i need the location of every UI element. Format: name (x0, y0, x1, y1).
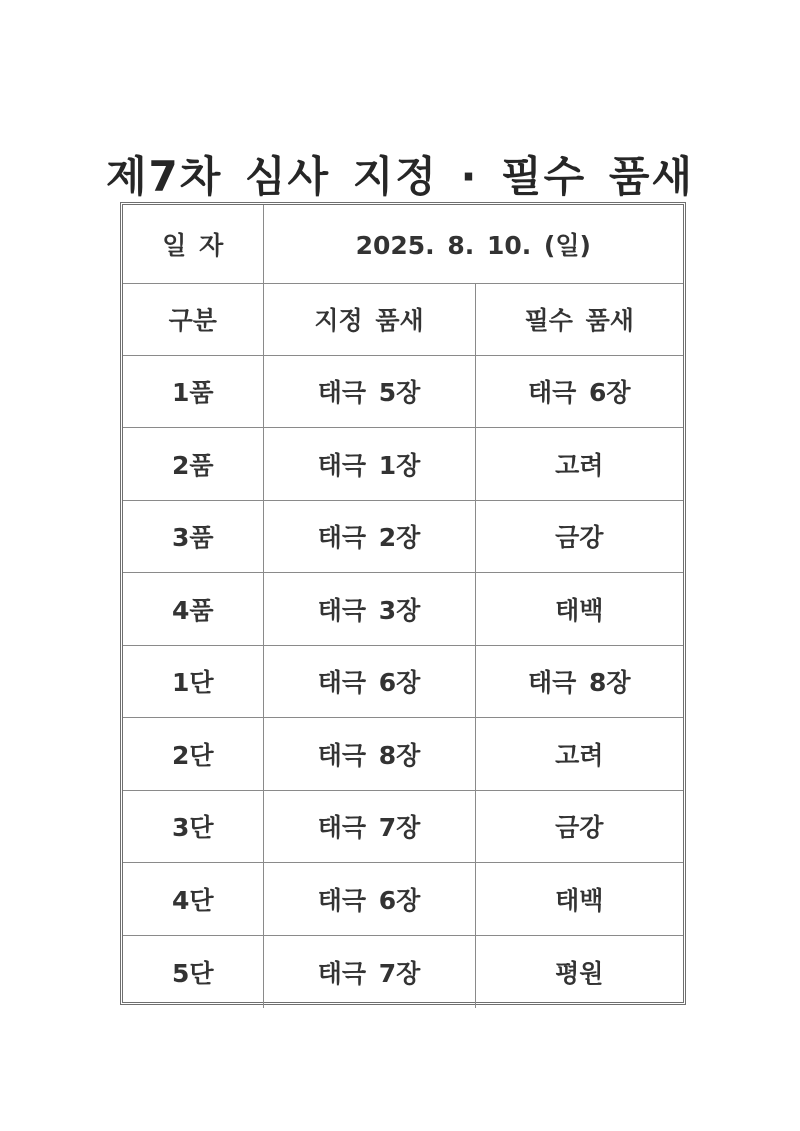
designated-poomsae-cell: 태극 2장 (263, 500, 475, 573)
required-poomsae-cell: 태백 (475, 573, 683, 646)
schedule-grid (123, 205, 683, 1008)
grade-cell: 3품 (123, 500, 263, 573)
date-value: 2025. 8. 10. (일) (263, 205, 683, 283)
grade-cell: 4품 (123, 573, 263, 646)
table-row (123, 935, 683, 1008)
page-title: 제7차 심사 지정 · 필수 품새 (105, 152, 694, 202)
designated-poomsae-cell: 태극 5장 (263, 355, 475, 428)
grade-cell: 2품 (123, 428, 263, 501)
required-poomsae-cell: 고려 (475, 718, 683, 791)
grade-cell: 1품 (123, 355, 263, 428)
poomsae-schedule-table (120, 202, 686, 1005)
table-row (123, 355, 683, 428)
grade-cell: 2단 (123, 718, 263, 791)
designated-poomsae-cell: 태극 3장 (263, 573, 475, 646)
header-row (123, 283, 683, 355)
grade-cell: 5단 (123, 935, 263, 1008)
column-header-required: 필수 품새 (475, 283, 683, 355)
designated-poomsae-cell: 태극 8장 (263, 718, 475, 791)
column-header-grade: 구분 (123, 283, 263, 355)
table-row (123, 790, 683, 863)
designated-poomsae-cell: 태극 6장 (263, 863, 475, 936)
designated-poomsae-cell: 태극 1장 (263, 428, 475, 501)
required-poomsae-cell: 태극 6장 (475, 355, 683, 428)
column-header-designated: 지정 품새 (263, 283, 475, 355)
required-poomsae-cell: 태백 (475, 863, 683, 936)
designated-poomsae-cell: 태극 7장 (263, 935, 475, 1008)
required-poomsae-cell: 고려 (475, 428, 683, 501)
designated-poomsae-cell: 태극 7장 (263, 790, 475, 863)
grade-cell: 3단 (123, 790, 263, 863)
grade-cell: 1단 (123, 645, 263, 718)
date-row (123, 205, 683, 283)
table-row (123, 428, 683, 501)
table-row (123, 500, 683, 573)
table-row (123, 573, 683, 646)
designated-poomsae-cell: 태극 6장 (263, 645, 475, 718)
table-row (123, 863, 683, 936)
table-row (123, 718, 683, 791)
date-label: 일 자 (123, 205, 263, 283)
required-poomsae-cell: 금강 (475, 790, 683, 863)
required-poomsae-cell: 평원 (475, 935, 683, 1008)
table-row (123, 645, 683, 718)
required-poomsae-cell: 금강 (475, 500, 683, 573)
grade-cell: 4단 (123, 863, 263, 936)
required-poomsae-cell: 태극 8장 (475, 645, 683, 718)
